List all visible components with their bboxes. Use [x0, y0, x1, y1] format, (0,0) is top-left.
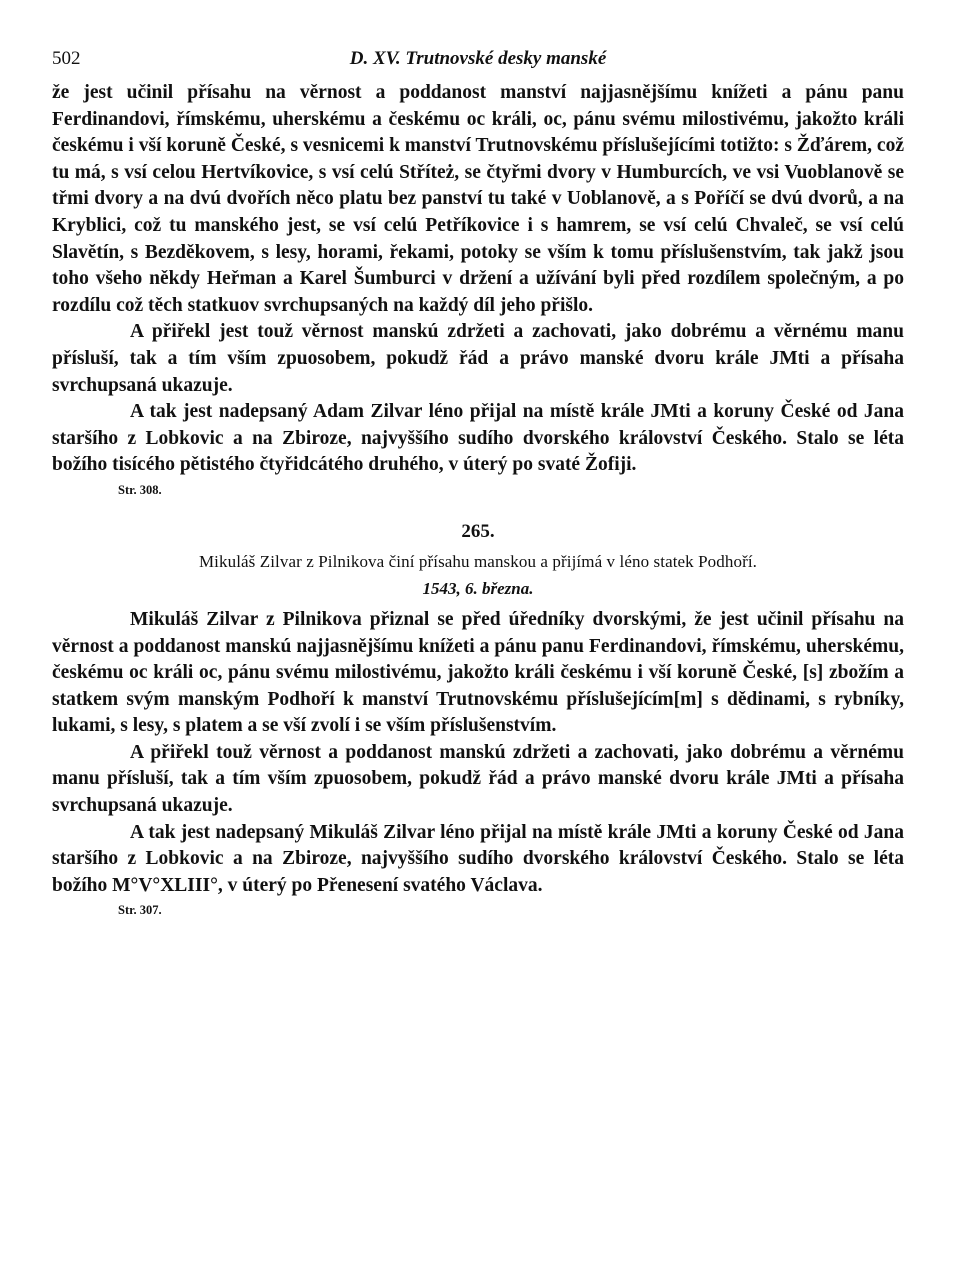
source-reference: Str. 307. [118, 903, 162, 918]
book-page [52, 40, 904, 929]
document-regest: Mikuláš Zilvar z Pilnikova činí přísahu manskou a přijímá v léno statek Podhoří. [198, 551, 758, 571]
paragraph: Mikuláš Zilvar z Pilnikova přiznal se před úředníky dvorskými, že jest učinil přísahu na věrnost a poddanost manskú najjasnějšímu knížeti a pánu panu Ferdinandovi, římskému, uherskému, českému oc králi oc, pánu svému milostivému, jakožto králi českému i vší koruně České, [s] zbožím a statkem svým manským Podhoří k manství Trutnovskému příslušejícím[m] s dědinami, s rybníky, lukami, s lesy, s platem a se vší zvolí i se vším příslušenstvím. [52, 608, 904, 737]
continued-document [52, 80, 904, 509]
paragraph: A přiřekl touž věrnost a poddanost manskú zdržeti a zachovati, jako dobrému a věrnému manu přísluší, tak a tím vším zpuosobem, pokudž řád a právo manské dvoru krále JMti a přísaha svrchupsaná ukazuje. [52, 741, 904, 817]
running-head [52, 40, 904, 80]
page-number: 502 [52, 48, 81, 69]
running-title: D. XV. Trutnovské desky manské [349, 48, 607, 69]
source-reference: Str. 308. [118, 482, 162, 497]
paragraph: že jest učinil přísahu na věrnost a poddanost manství najjasnějšímu knížeti a pánu panu Ferdinandovi, římskému, uherskému a českému oc králi, oc, pánu svému milostivému, jakožto králi českému i vší koruně České, s vesnicemi k manství Trutnovskému příslušejícími totižto: s Žďárem, což tu má, s vsí celou Hertvíkovice, s vsí celú Stříteż, se čtyřmi dvory v Humburcích, ve vsi Vuoblanově se třmi dvory a na dvú dvořích něco platu bez panství tu také v Uoblanově, a s Poříčí se dvú dvorů, a na Kryblici, což tu manského jest, se vsí celú Petříkovice i s hamrem, se vsí celú Chvaleč, se vsí celú Slavětín, s Bezděkovem, s lesy, horami, řekami, potoky se vším k tomu příslušenstvím, tak jakž jsou toho všeho někdy Heřman a Karel Šumburci v držení a užívání byli před rozdílem společným, a po rozdílu což těch statkuov svrchupsaných na každý díl jeho přišlo. [52, 82, 904, 316]
paragraph: A tak jest nadepsaný Adam Zilvar léno přijal na místě krále JMti a koruny České od Jana staršího z Lobkovic a na Zbiroze, najvyššího sudího dvorského království Českého. Stalo se léta božího tisícého pětistého čtyřidcátého druhého, v úterý po svaté Žofiji. [52, 401, 904, 476]
document-date: 1543, 6. března. [422, 578, 534, 598]
document-number: 265. [461, 520, 495, 542]
paragraph: A přiřekl jest touž věrnost manskú zdržeti a zachovati, jako dobrému a věrnému manu přísluší, tak a tím vším zpuosobem, pokudž řád a právo manské dvoru krále JMti a přísaha svrchupsaná ukazuje. [52, 321, 904, 396]
document-265 [52, 521, 904, 930]
paragraph: A tak jest nadepsaný Mikuláš Zilvar léno přijal na místě krále JMti a koruny České od Jana staršího z Lobkovic a na Zbiroze, najvyššího sudího dvorského království Českého. Stalo se léta božího M°V°XLIII°, v úterý po Přenesení svatého Václava. [52, 821, 904, 896]
